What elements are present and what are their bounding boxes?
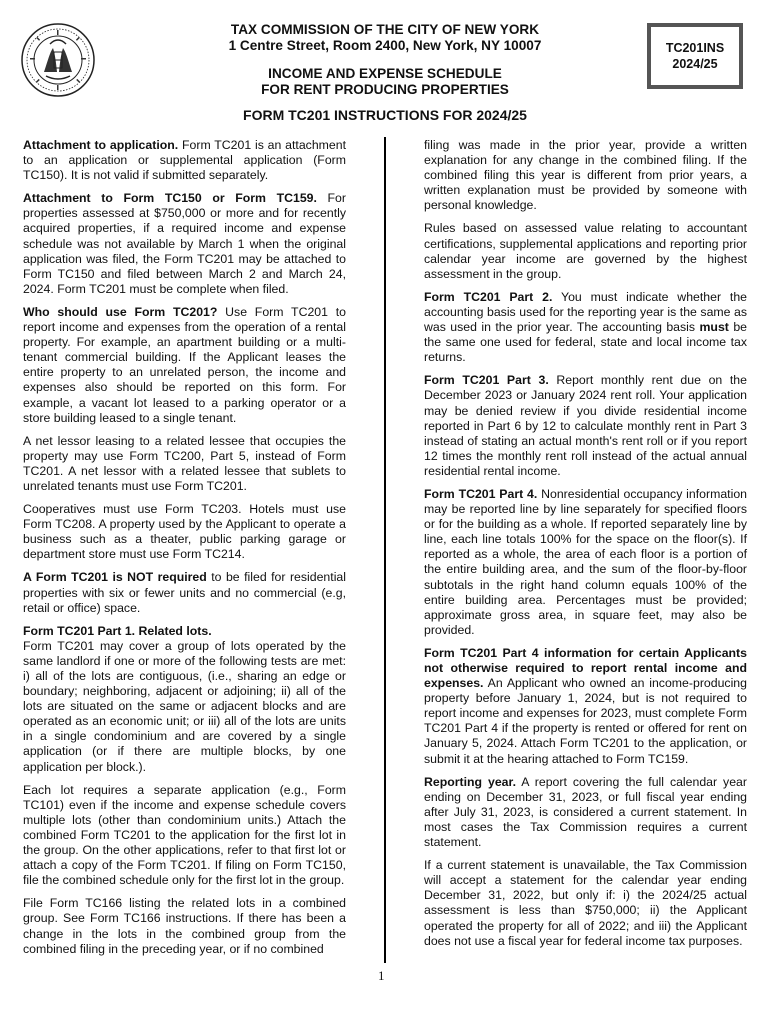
paragraph-not-required: [23, 570, 346, 615]
text-part2-a: You must indicate whether the accounting basis used for the reporting year is the same as was used in the prior year. The accounting basis: [424, 289, 747, 335]
text-reporting-year: A report covering the full calendar year ending on December 31, 2023, or full fiscal year ending after July 31, 2023, is considered a current statement. In most cases the Tax Commission requires a current statement.: [424, 774, 747, 850]
document-header: [150, 22, 620, 98]
paragraph-each-lot: Each lot requires a separate application (e.g., Form TC101) even if the income and expense schedule covers multiple lots (other than condominium units.) Attach the combined Form TC201 to the application for the first lot in the group. On the other applications, refer to that first lot or attach a copy of the Form TC201. If filing on Form TC150, file the combined schedule only for the first lot in the group.: [23, 782, 346, 888]
paragraph-attachment-application: [23, 138, 346, 183]
text-not-required: to be filed for residential properties with six or fewer units and no commercial (e.g, retail or office) space.: [23, 570, 346, 615]
paragraph-attachment-tc150: [23, 191, 346, 297]
paragraph-part4-info: [424, 646, 747, 767]
column-divider: [384, 137, 386, 963]
text-attachment-tc150: For properties assessed at $750,000 or more and for recently acquired properties, if a required income and expense schedule was not available by March 1 when the original application was filed, the Form TC201 may be attached to Form TC150 and filed between March 2 and March 24, 2024. Form TC201 must be complete when filed.: [23, 191, 346, 296]
text-attachment-application: Form TC201 is an attachment to an application or supplemental application (Form TC150). It is not valid if submitted separately.: [23, 138, 346, 183]
left-column: [23, 138, 346, 965]
text-part1: Form TC201 may cover a group of lots operated by the same landlord if one or more of the following tests are met: i) all of the lots are contiguous, (i.e., sharing an edge or boundary; neighboring, adjacent or adjoining; ii) all of the lots are situated on the same or adjacent blocks and are operated as an economic unit; or iii) all of the lots are units in a single condominium and are covered by a single application (or if there are multiple blocks, by one application per block.).: [23, 638, 346, 774]
emphasis-must: must: [699, 320, 729, 335]
right-column: [424, 138, 747, 957]
paragraph-part4: [424, 487, 747, 638]
page-number: 1: [378, 968, 385, 983]
text-who-should-use: Use Form TC201 to report income and expenses from the operation of a rental property. For example, an apartment building or a multi-tenant commercial building. If the Applicant leases the entire property to an unrelated person, the income and expenses also should be reported on this form. For example, a vacant lot leased to a parking operator or a store building leased to a single tenant.: [23, 304, 346, 425]
schedule-title-line2: FOR RENT PRODUCING PROPERTIES: [261, 82, 509, 97]
city-seal-icon: [20, 22, 96, 98]
heading-part4-info: Form TC201 Part 4 information for certain Applicants not otherwise required to report rental income and expenses.: [424, 645, 747, 691]
form-year: 2024/25: [672, 57, 718, 71]
agency-address: 1 Centre Street, Room 2400, New York, NY 10007: [228, 38, 542, 53]
heading-reporting-year: Reporting year.: [424, 774, 517, 789]
paragraph-rules: Rules based on assessed value relating to accountant certifications, supplemental applications and reporting prior calendar year income are governed by the highest assessment in the group.: [424, 221, 747, 281]
paragraph-part2: [424, 290, 747, 365]
heading-part4: Form TC201 Part 4.: [424, 486, 538, 501]
text-part4-info: An Applicant who owned an income-producing property before January 1, 2024, but is not required to report income and expenses for 2023, must complete Form TC201 Part 4 if the property is rented or offered for rent on January 5, 2024. Attach Form TC201 to the application, or submit it at the hearing attached to Form TC159.: [424, 676, 747, 766]
paragraph-unavailable: If a current statement is unavailable, the Tax Commission will accept a statement for the calendar year ending December 31, 2022, but only if: i) the 2024/25 actual assessment is less than $750,000; ii) the Applicant operated the property for all of 2022; and iii) the Applicant does not use a fiscal year for federal income tax purposes.: [424, 858, 747, 948]
paragraph-continued: filing was made in the prior year, provide a written explanation for any change in the combined filing. If the combined filing this year is different from prior years, a written explanation must be provided by someone with personal knowledge.: [424, 138, 747, 213]
form-id-box: [647, 23, 743, 89]
paragraph-part1: [23, 624, 346, 775]
paragraph-reporting-year: [424, 775, 747, 850]
heading-not-required: A Form TC201 is NOT required: [23, 570, 207, 585]
heading-part2: Form TC201 Part 2.: [424, 289, 553, 304]
paragraph-cooperatives: Cooperatives must use Form TC203. Hotels must use Form TC208. A property used by the Applicant to operate a business such as a theater, public parking garage or department store must use Form TC214.: [23, 502, 346, 562]
heading-part1: Form TC201 Part 1. Related lots.: [23, 623, 212, 638]
text-part2-b: be the same one used for federal, state and local income tax returns.: [424, 320, 747, 365]
text-part4: Nonresidential occupancy information may be reported line by line separately for specified floors or for the building as a whole. If reported separately line by line, each line totals 100% for the space on the floor(s). If reported as a whole, the area of each floor is a portion of the entire building area, and the sum of the floor-by-floor subtotals in the right hand column equals 100% of the entire building area. Percentages must be provided; approximate gross area, in square feet, may also be provided.: [424, 486, 747, 637]
text-part3: Report monthly rent due on the December 2023 or January 2024 rent roll. Your application may be denied review if you divide residential income reported in Part 6 by 12 to calculate monthly rent in Part 3 instead of stating an actual month's rent roll or if you report 12 times the monthly rent roll instead of the actual annual residential rental income.: [424, 373, 747, 478]
heading-who-should-use: Who should use Form TC201?: [23, 304, 218, 319]
heading-part3: Form TC201 Part 3.: [424, 373, 549, 388]
heading-attachment-application: Attachment to application.: [23, 138, 179, 152]
paragraph-tc166: File Form TC166 listing the related lots in a combined group. See Form TC166 instructions. If there has been a change in the lots in the combined group from the combined filing in the preceding year, or if no combined: [23, 896, 346, 956]
paragraph-who-should-use: [23, 305, 346, 426]
paragraph-net-lessor: A net lessor leasing to a related lessee that occupies the property may use Form TC200, Part 5, instead of Form TC201. A net lessor with a related lessee that sublets to unrelated tenants must use Form TC201.: [23, 433, 346, 493]
form-title: FORM TC201 INSTRUCTIONS FOR 2024/25: [243, 107, 527, 123]
heading-attachment-tc150: Attachment to Form TC150 or Form TC159.: [23, 191, 317, 206]
agency-name: TAX COMMISSION OF THE CITY OF NEW YORK: [230, 22, 540, 37]
form-code: TC201INS: [665, 41, 725, 55]
schedule-title-line1: INCOME AND EXPENSE SCHEDULE: [268, 66, 502, 81]
paragraph-part3: [424, 373, 747, 479]
